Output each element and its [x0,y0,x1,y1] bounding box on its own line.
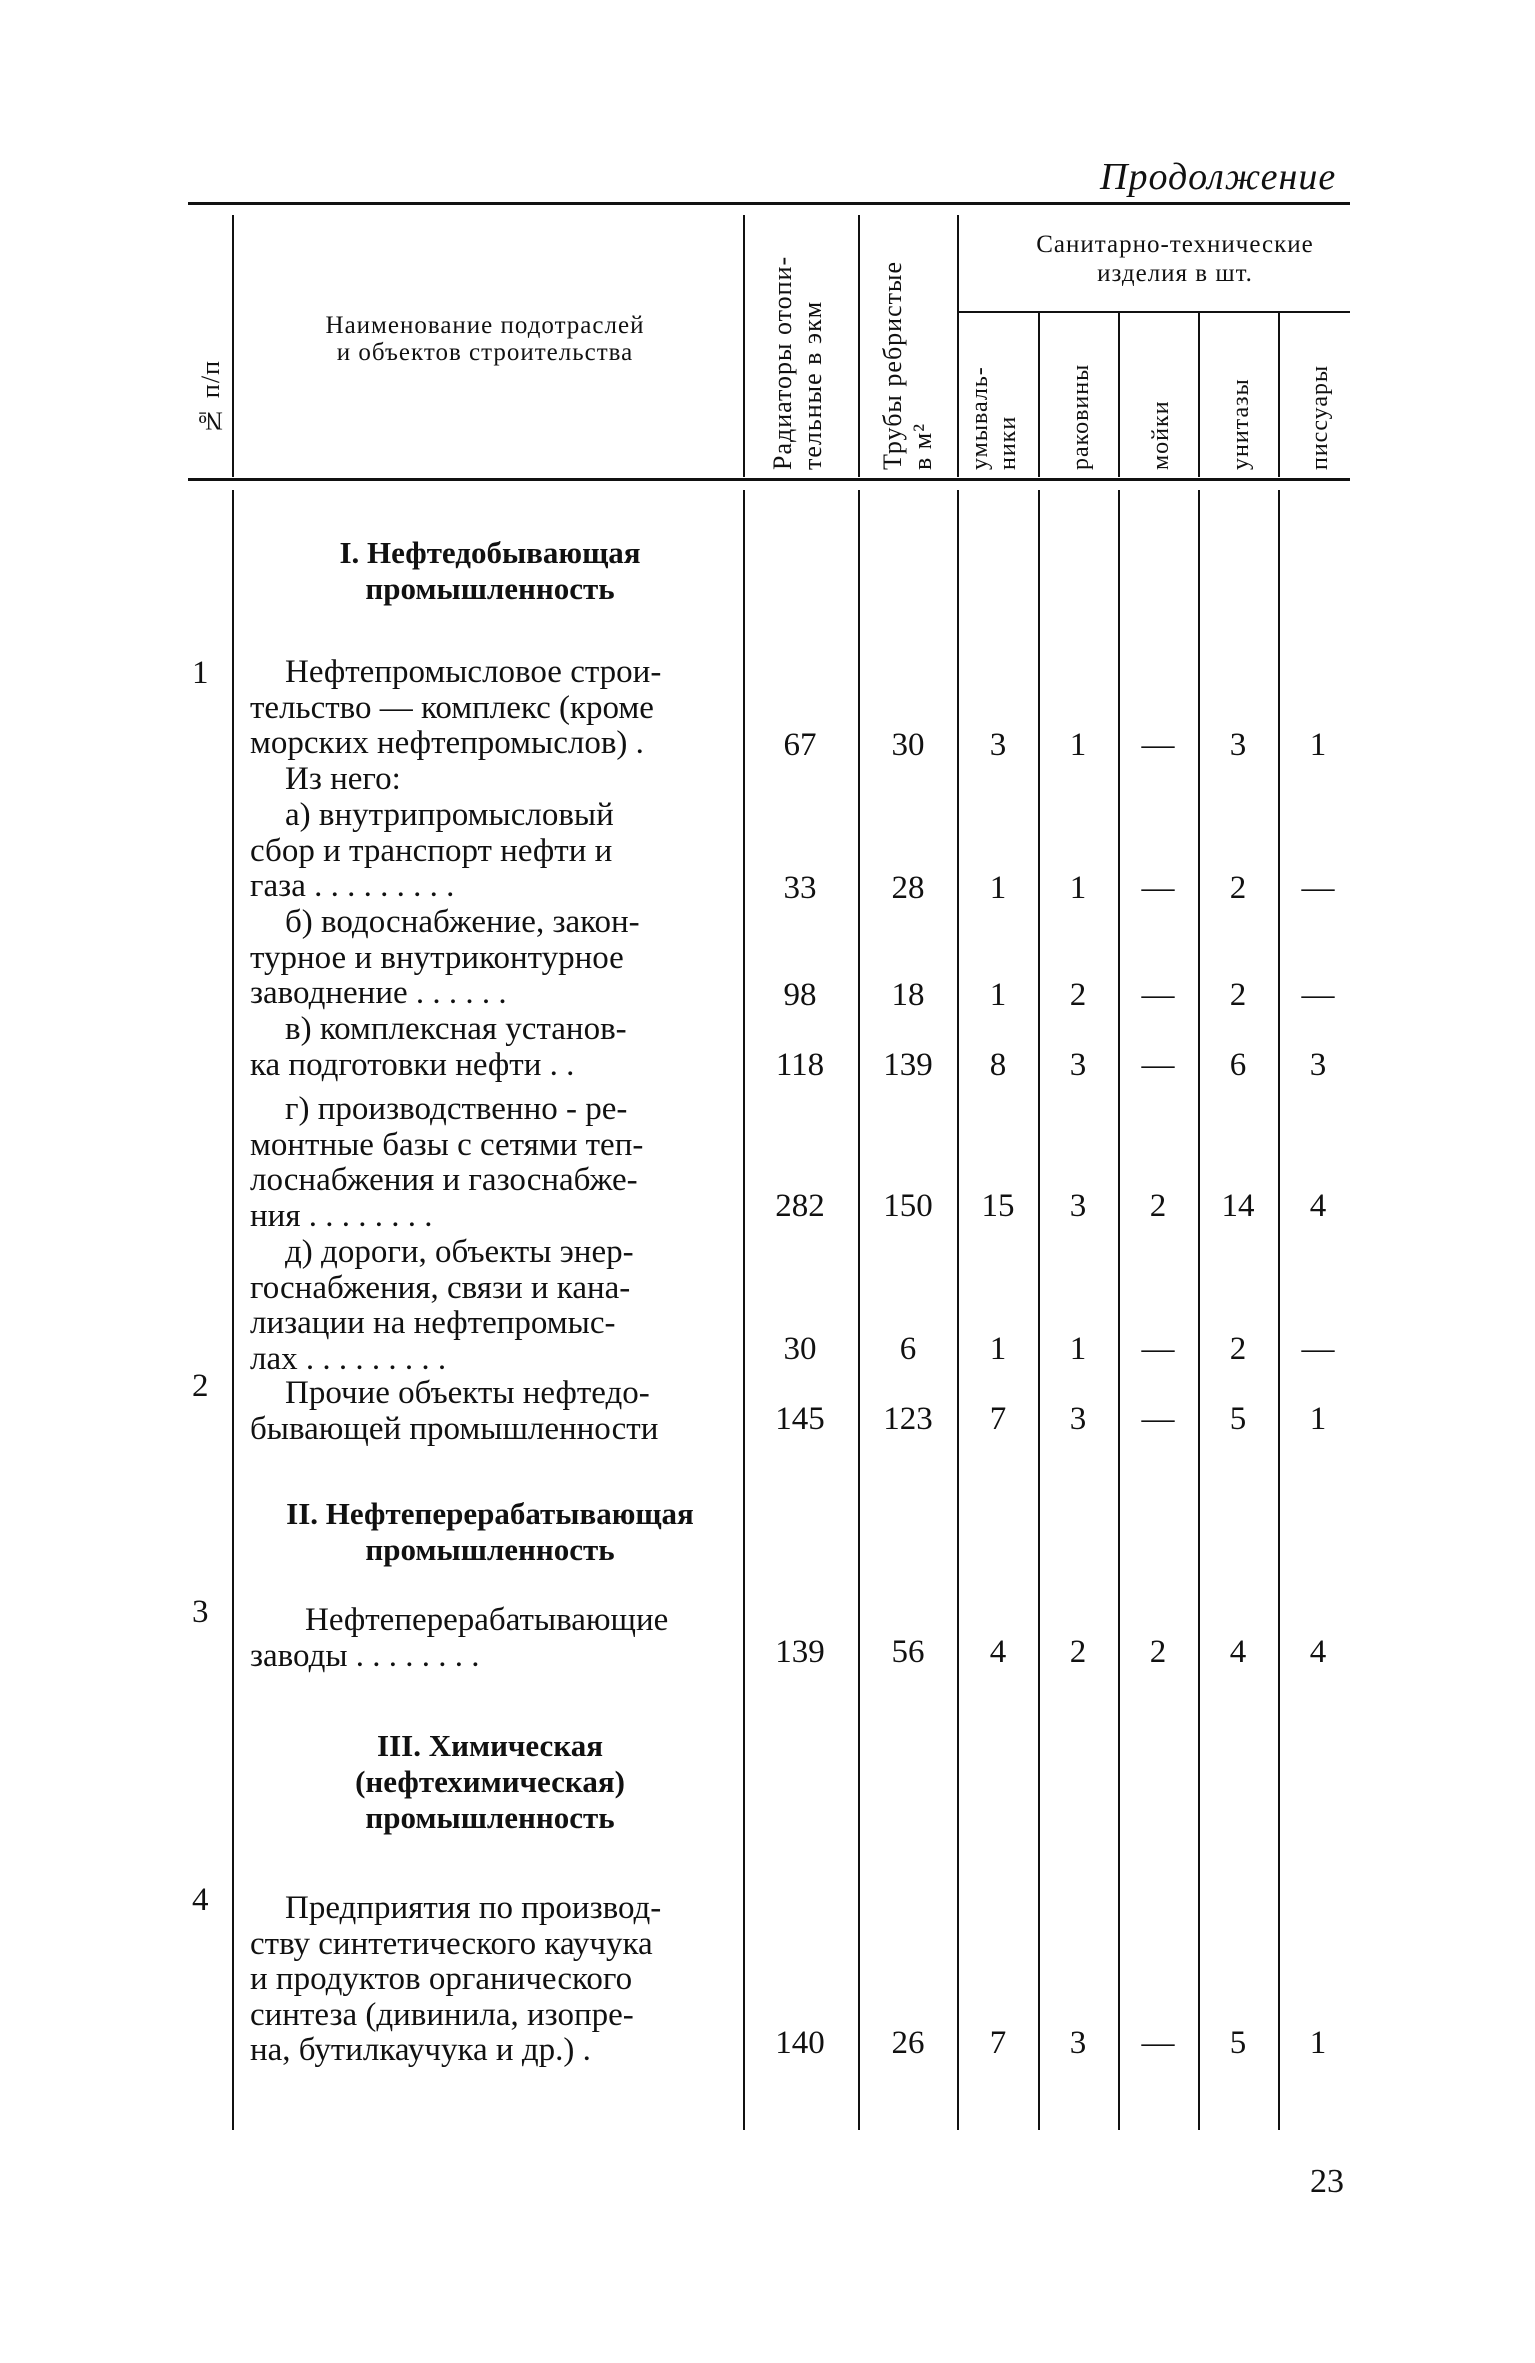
cell-urinals: — [1301,870,1335,906]
row-name: а) внутрипромысловый сбор и транспорт нефти и газа . . . . . . . . . [250,797,614,904]
cell-urinals: 4 [1309,1634,1327,1670]
header-col-number: № п/п [196,360,225,436]
col-divider-7 [1198,313,1200,477]
cell-radiators: 140 [775,2025,825,2061]
cell-urinals: 1 [1309,1401,1327,1437]
cell-radiators: 67 [783,727,817,763]
cell-toilets: 3 [1229,727,1247,763]
cell-toilets: 2 [1229,870,1247,906]
cell-urinals: 3 [1309,1047,1327,1083]
cell-sinks: 3 [1069,1401,1087,1437]
header-sanitary-group: Санитарно-технические изделия в шт. [1036,231,1314,287]
cell-washbasins: 8 [989,1047,1007,1083]
header-col-washers: мойки [1148,400,1174,470]
cell-toilets: 4 [1229,1634,1247,1670]
cell-radiators: 139 [775,1634,825,1670]
header-col-toilets: унитазы [1228,378,1254,470]
cell-urinals: 1 [1309,727,1327,763]
cell-washbasins: 4 [989,1634,1007,1670]
cell-urinals: 4 [1309,1188,1327,1224]
cell-washbasins: 1 [989,870,1007,906]
cell-pipes: 28 [891,870,925,906]
section-title: III. Химическая (нефтехимическая) промышленность [355,1728,625,1835]
cell-urinals: — [1301,1331,1335,1367]
row-number: 3 [192,1594,209,1630]
cell-washbasins: 15 [981,1188,1015,1224]
cell-washers: — [1141,1401,1175,1437]
row-name: б) водоснабжение, закон- турное и внутриконтурное заводнение . . . . . . [250,904,640,1011]
cell-sinks: 1 [1069,1331,1087,1367]
cell-radiators: 282 [775,1188,825,1224]
header-col-urinals: писсуары [1307,364,1333,470]
header-bottom-rule [188,478,1350,481]
row-name: д) дороги, объекты энер- госнабжения, связи и кана- лизации на нефтепромыс- лах . . . . . . . . . [250,1234,634,1377]
cell-washers: — [1141,727,1175,763]
header-col-radiators: Радиаторы отопи- тельные в экм [768,255,827,470]
cell-pipes: 139 [883,1047,933,1083]
col-divider-1 [232,215,234,477]
cell-toilets: 5 [1229,2025,1247,2061]
col-divider-5 [1038,313,1040,477]
cell-radiators: 30 [783,1331,817,1367]
cell-toilets: 2 [1229,977,1247,1013]
cell-washers: — [1141,870,1175,906]
cell-pipes: 26 [891,2025,925,2061]
cell-toilets: 5 [1229,1401,1247,1437]
row-name: Нефтеперерабатывающие заводы . . . . . . . . [250,1602,669,1674]
cell-washers: — [1141,1047,1175,1083]
cell-sinks: 1 [1069,727,1087,763]
cell-washers: 2 [1149,1634,1167,1670]
cell-washers: — [1141,1331,1175,1367]
cell-pipes: 150 [883,1188,933,1224]
header-col-name: Наименование подотраслей и объектов строительства [325,312,645,366]
cell-sinks: 3 [1069,1047,1087,1083]
row-number: 4 [192,1882,209,1918]
cell-radiators: 145 [775,1401,825,1437]
row-name: Нефтепромысловое строи- тельство — комплекс (кроме морских нефтепромыслов) . Из него: [250,654,662,797]
cell-pipes: 56 [891,1634,925,1670]
body-divider-2 [743,490,745,2130]
row-name: Предприятия по производ- ству синтетического каучука и продуктов органического синтеза (дивинила, изопре- на, бутилкаучука и др.) . [250,1890,662,2068]
cell-washbasins: 7 [989,1401,1007,1437]
cell-toilets: 14 [1221,1188,1255,1224]
cell-urinals: 1 [1309,2025,1327,2061]
row-name: Прочие объекты нефтедо- бывающей промышленности [250,1375,659,1447]
cell-pipes: 18 [891,977,925,1013]
cell-toilets: 2 [1229,1331,1247,1367]
cell-washers: — [1141,977,1175,1013]
table-top-rule [188,202,1350,205]
cell-washbasins: 3 [989,727,1007,763]
cell-pipes: 30 [891,727,925,763]
row-number: 1 [192,655,209,691]
cell-radiators: 33 [783,870,817,906]
header-col-pipes: Трубы ребристые в м² [878,261,937,470]
cell-sinks: 3 [1069,2025,1087,2061]
row-number: 2 [192,1368,209,1404]
cell-sinks: 1 [1069,870,1087,906]
header-col-washbasins: умываль- ники [967,366,1021,470]
cell-urinals: — [1301,977,1335,1013]
cell-toilets: 6 [1229,1047,1247,1083]
col-divider-6 [1118,313,1120,477]
header-col-sinks: раковины [1068,363,1094,470]
col-divider-4 [957,215,959,477]
sanitary-group-rule [958,311,1350,313]
col-divider-2 [743,215,745,477]
body-divider-3 [858,490,860,2130]
body-divider-1 [232,490,234,2130]
cell-sinks: 2 [1069,1634,1087,1670]
cell-pipes: 6 [899,1331,917,1367]
cell-pipes: 123 [883,1401,933,1437]
cell-sinks: 3 [1069,1188,1087,1224]
section-title: I. Нефтедобывающая промышленность [339,535,641,606]
col-divider-8 [1278,313,1280,477]
cell-washbasins: 1 [989,1331,1007,1367]
cell-sinks: 2 [1069,977,1087,1013]
page-number: 23 [1310,2163,1344,2200]
cell-washbasins: 1 [989,977,1007,1013]
col-divider-3 [858,215,860,477]
row-name: в) комплексная установ- ка подготовки нефти . . [250,1011,627,1083]
continuation-label: Продолжение [1100,156,1337,198]
cell-washers: — [1141,2025,1175,2061]
cell-radiators: 98 [783,977,817,1013]
section-title: II. Нефтеперерабатывающая промышленность [286,1496,694,1567]
cell-washbasins: 7 [989,2025,1007,2061]
row-name: г) производственно - ре- монтные базы с сетями теп- лоснабжения и газоснабже- ния . . . . . . . . [250,1091,644,1234]
cell-washers: 2 [1149,1188,1167,1224]
cell-radiators: 118 [775,1047,825,1083]
